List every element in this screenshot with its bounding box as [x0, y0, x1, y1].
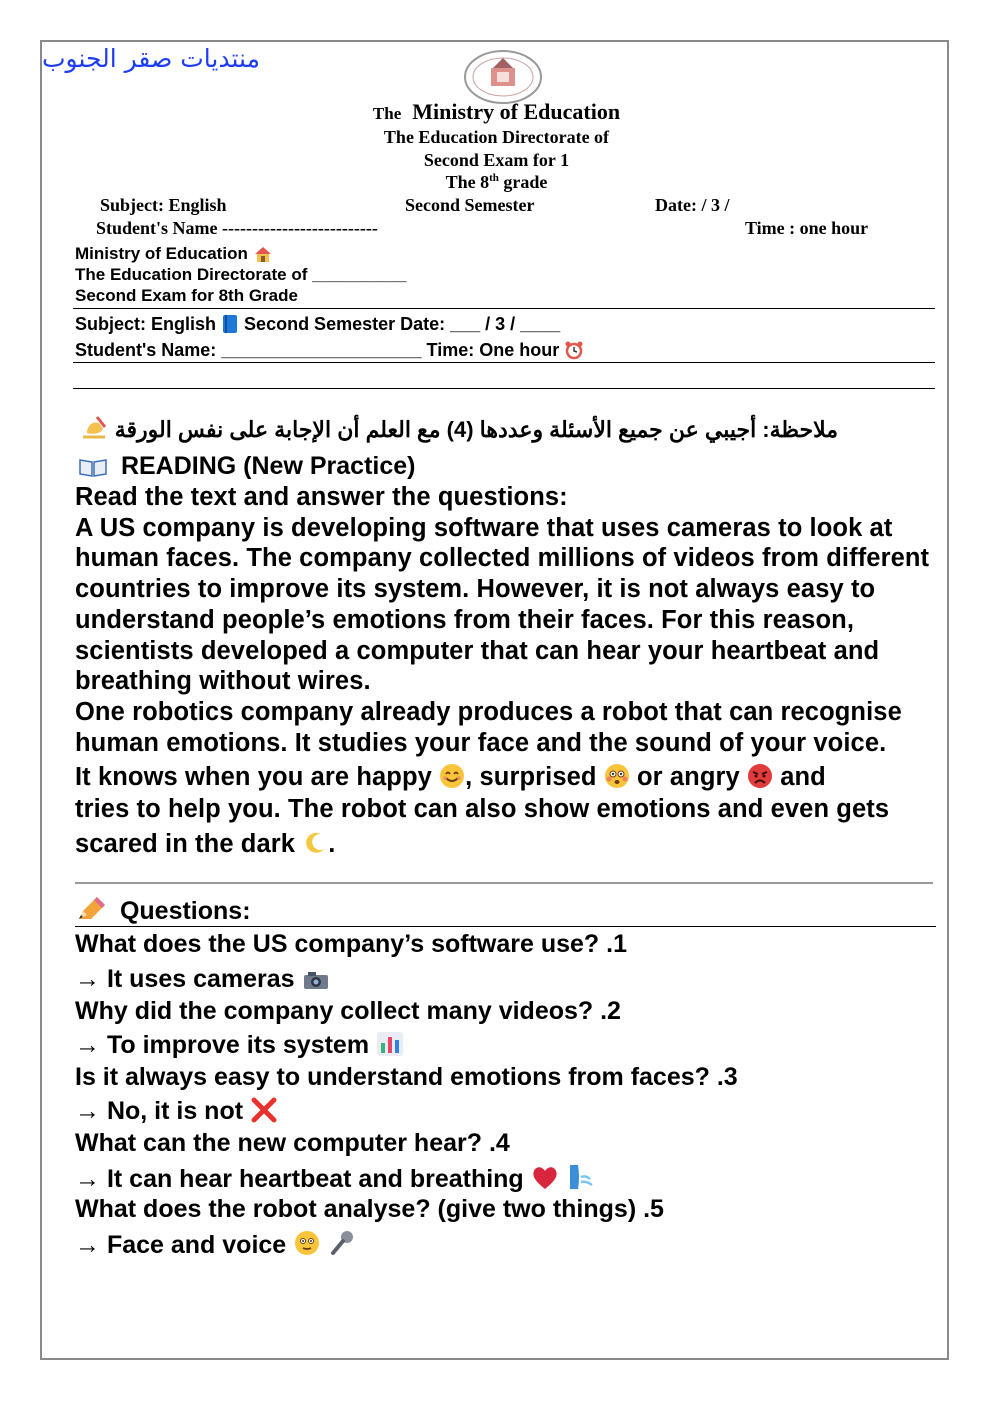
header-date: Date: / 3 /	[655, 195, 730, 215]
reading-instruction: Read the text and answer the questions:	[75, 483, 568, 511]
header-exam: Second Exam for 1	[423, 150, 570, 170]
microphone-icon	[328, 1229, 356, 1257]
ministry-seal-icon	[463, 50, 543, 104]
answer-1: → It uses cameras	[75, 965, 330, 994]
question-4: What can the new computer hear? .4	[75, 1129, 510, 1157]
wind-face-icon	[566, 1163, 594, 1191]
reading-paragraph-4: tries to help you. The robot can also show emotions and even gets	[75, 795, 890, 824]
bar-chart-icon	[376, 1031, 404, 1057]
reading-paragraph-1: A US company is developing software that uses cameras to look at human faces. The company collected millions of videos from different countries to improve its system. However, it is not always easy to understand people’s emotions from their faces. For this reason, scientists developed a computer that can hear your heartbeat and breathing without wires.	[75, 513, 930, 696]
question-1: What does the US company’s software use? .1	[75, 930, 627, 958]
reading-paragraph-2: One robotics company already produces a robot that can recognise human emotions. It studies your face and the sound of your voice.	[75, 697, 902, 757]
box-student-line: Student's Name: ____________________ Time: One hour	[75, 340, 584, 361]
questions-title: Questions:	[75, 895, 251, 926]
questions-divider	[75, 882, 933, 884]
smiling-face-icon	[439, 763, 465, 789]
arabic-note: ملاحظة: أجيبي عن جميع الأسئلة وعددها (4) مع العلم أن الإجابة على نفس الورقة	[86, 413, 838, 443]
alarm-clock-icon	[564, 340, 584, 360]
box-exam: Second Exam for 8th Grade	[75, 286, 298, 305]
crescent-moon-icon	[302, 830, 328, 856]
flushed-face-icon	[604, 763, 630, 789]
question-2: Why did the company collect many videos? .2	[75, 997, 621, 1025]
camera-icon	[302, 969, 330, 991]
header-directorate: The Education Directorate of	[383, 127, 610, 147]
writing-hand-icon	[79, 413, 109, 441]
questions-underline	[75, 926, 936, 927]
open-book-icon	[78, 456, 108, 478]
box-divider-top	[73, 308, 935, 309]
answer-3: → No, it is not	[75, 1097, 278, 1126]
header-time: Time : one hour	[745, 218, 869, 238]
reading-title: READING (New Practice)	[78, 452, 415, 481]
answer-4: → It can hear heartbeat and breathing	[75, 1163, 594, 1194]
box-directorate: The Education Directorate of __________	[75, 265, 407, 284]
section-divider	[73, 388, 935, 389]
header-ministry: The Ministry of Education	[372, 99, 621, 124]
pencil-icon	[75, 895, 107, 923]
reading-paragraph-5: scared in the dark .	[75, 830, 336, 859]
question-3: Is it always easy to understand emotions from faces? .3	[75, 1063, 738, 1091]
school-icon	[253, 245, 273, 263]
face-icon	[293, 1229, 321, 1257]
box-divider-bottom	[73, 362, 935, 363]
angry-face-icon	[747, 763, 773, 789]
reading-paragraph-3: It knows when you are happy , surprised or angry and	[75, 763, 826, 792]
header-grade: The 8th grade	[445, 172, 548, 192]
box-ministry: Ministry of Education	[75, 244, 273, 264]
blue-book-icon	[221, 314, 239, 334]
header-subject: Subject: English	[100, 195, 227, 215]
box-subject-line: Subject: English Second Semester Date: ___ / 3 / ____	[75, 314, 561, 334]
answer-2: → To improve its system	[75, 1031, 404, 1060]
answer-5: → Face and voice	[75, 1229, 356, 1260]
forum-watermark: منتديات صقر الجنوب	[42, 44, 260, 73]
cross-mark-icon	[250, 1097, 278, 1123]
red-heart-icon	[531, 1165, 559, 1191]
header-student-name: Student's Name --------------------------	[96, 218, 378, 238]
header-semester: Second Semester	[405, 195, 535, 215]
reading-passage	[75, 482, 945, 863]
question-5: What does the robot analyse? (give two things) .5	[75, 1195, 664, 1223]
